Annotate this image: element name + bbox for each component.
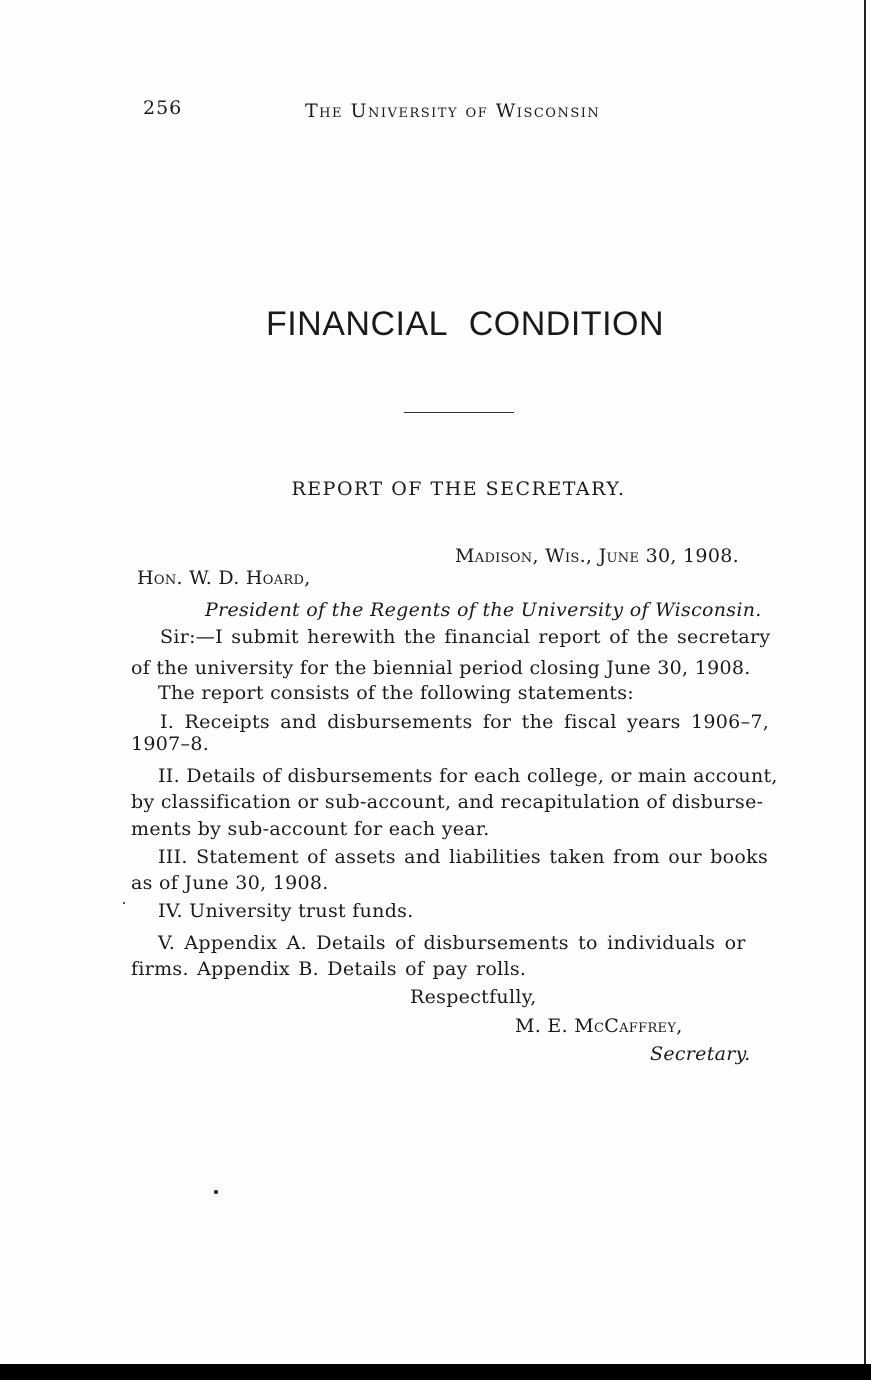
body-line: Sir:—I submit herewith the financial report of the secretary	[160, 626, 771, 648]
body-line: IV. University trust funds.	[158, 900, 414, 922]
title-divider	[404, 412, 514, 413]
body-line: V. Appendix A. Details of disbursements to individuals or	[158, 932, 746, 954]
scan-border	[0, 1364, 871, 1380]
signature: M. E. McCaffrey,	[515, 1015, 683, 1037]
addressee-title: President of the Regents of the University of Wisconsin.	[205, 599, 762, 621]
body-line: I. Receipts and disbursements for the fiscal years 1906–7,	[160, 711, 770, 733]
dateline: Madison, Wis., June 30, 1908.	[455, 545, 739, 567]
body-line: firms. Appendix B. Details of pay rolls.	[131, 958, 527, 980]
scan-speck	[214, 1190, 218, 1194]
body-line: III. Statement of assets and liabilities taken from our books	[158, 846, 769, 868]
body-line: The report consists of the following statements:	[158, 682, 634, 704]
body-line: as of June 30, 1908.	[131, 872, 329, 894]
scan-speck	[123, 902, 125, 904]
signature-title: Secretary.	[650, 1043, 751, 1065]
page-edge-line	[864, 0, 866, 1380]
closing: Respectfully,	[410, 986, 537, 1008]
body-line: II. Details of disbursements for each college, or main account,	[158, 765, 778, 787]
page-number: 256	[143, 97, 183, 119]
addressee: Hon. W. D. Hoard,	[137, 567, 311, 589]
running-head: The University of Wisconsin	[305, 100, 601, 122]
body-line: by classification or sub-account, and recapitulation of disburse-	[131, 791, 764, 813]
body-line: of the university for the biennial period closing June 30, 1908.	[131, 657, 751, 679]
section-heading: REPORT OF THE SECRETARY.	[291, 478, 626, 500]
page-title: FINANCIAL CONDITION	[265, 305, 665, 343]
body-line: 1907–8.	[131, 733, 210, 755]
body-line: ments by sub-account for each year.	[131, 818, 490, 840]
